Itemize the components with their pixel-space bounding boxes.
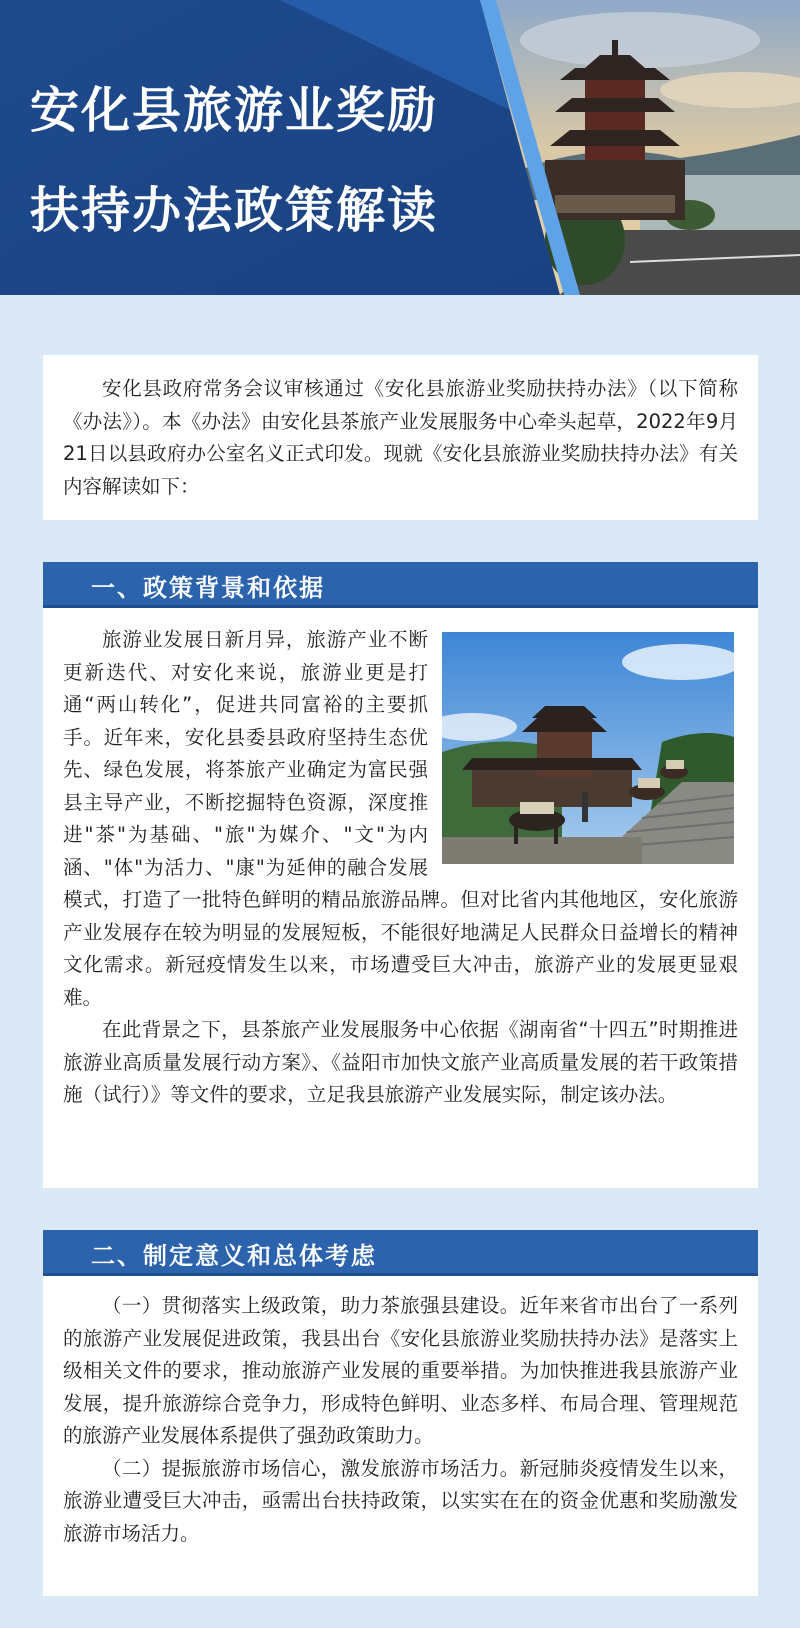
header-blue-band (0, 0, 800, 295)
intro-card (43, 355, 758, 520)
intro-paragraph: 安化县政府常务会议审核通过《安化县旅游业奖励扶持办法》（以下简称《办法》）。本《办法》由安化县茶旅产业发展服务中心牵头起草，2022年9月21日以县政府办公室名义正式印发。现就《安化县旅游业奖励扶持办法》有关内容解读如下： (63, 377, 738, 498)
section-1-paragraph-2: 在此背景之下，县茶旅产业发展服务中心依据《湖南省“十四五”时期推进旅游业高质量发展行动方案》、《益阳市加快文旅产业高质量发展的若干政策措施（试行）》等文件的要求，立足我县旅游产业发展实际，制定该办法。 (63, 1018, 738, 1106)
section-1-heading: 一、政策背景和依据 (91, 574, 325, 602)
header-banner (0, 0, 800, 295)
section-2-paragraph-1: （一）贯彻落实上级政策，助力茶旅强县建设。近年来省市出台了一系列的旅游产业发展促进政策，我县出台《安化县旅游业奖励扶持办法》是落实上级相关文件的要求，推动旅游产业发展的重要举措。为加快推进我县旅游产业发展，提升旅游综合竞争力，形成特色鲜明、业态多样、布局合理、管理规范的旅游产业发展体系提供了强劲政策助力。 (63, 1294, 738, 1447)
section-1-paragraph-1: 旅游业发展日新月异，旅游产业不断更新迭代、对安化来说，旅游业更是打通“两山转化”，促进共同富裕的主要抓手。近年来，安化县委县政府坚持生态优先、绿色发展，将茶旅产业确定为富民强县主导产业，不断挖掘特色资源，深度推进"茶"为基础、"旅"为媒介、"文"为内涵、"体"为活力、"康"为延伸的融合发展模式，打造了一批特色鲜明的精品旅游品牌。但对比省内其他地区，安化旅游产业发展存在较为明显的发展短板，不能很好地满足人民群众日益增长的精神文化需求。新冠疫情发生以来，市场遭受巨大冲击，旅游产业的发展更显艰难。 (63, 628, 738, 1009)
section-2-card (43, 1276, 758, 1596)
section-1-heading-bar (43, 562, 758, 608)
tea-horse-road-photo (442, 632, 734, 864)
page-title-line-2: 扶持办法政策解读 (30, 182, 439, 239)
section-2-heading-bar (43, 1230, 758, 1276)
section-2-paragraph-2: （二）提振旅游市场信心，激发旅游市场活力。新冠肺炎疫情发生以来，旅游业遭受巨大冲击，亟需出台扶持政策，以实实在在的资金优惠和奖励激发旅游市场活力。 (63, 1456, 738, 1545)
section-2-heading: 二、制定意义和总体考虑 (91, 1242, 377, 1270)
page-title-line-1: 安化县旅游业奖励 (30, 82, 439, 139)
section-1-card (43, 608, 758, 1188)
